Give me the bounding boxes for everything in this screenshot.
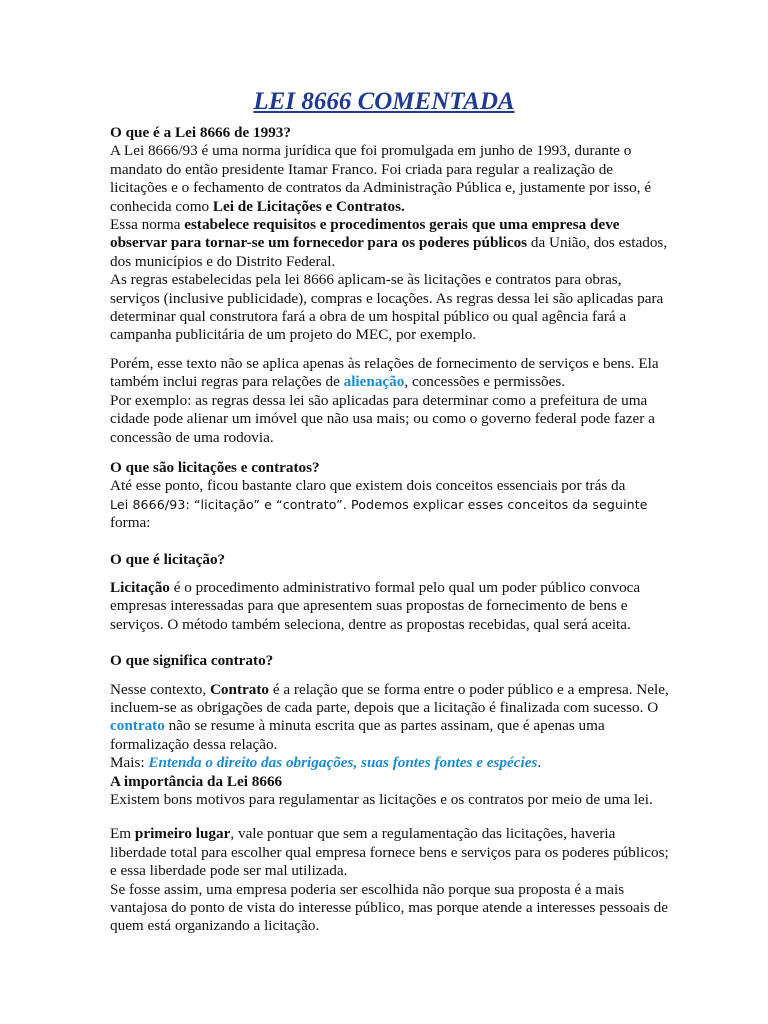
section-heading-importancia: A importância da Lei 8666 bbox=[110, 772, 283, 790]
paragraph: Nesse contexto, Contrato é a relação que se forma entre o poder público e a empresa. Nele, incluem-se as obrigações de cada parte, depois que a licitação é finalizada com sucesso. O contrato não se resume à minuta escrita que as partes assinam, que é apenas uma formalização dessa relação. bbox=[110, 680, 669, 753]
paragraph-mono-line: Lei 8666/93: “licitação” e “contrato”. Podemos explicar esses conceitos da seguinte bbox=[110, 496, 648, 512]
alienacao-link[interactable]: alienação bbox=[343, 373, 405, 391]
paragraph: Essa norma estabelece requisitos e procedimentos gerais que uma empresa deve observar para tornar-se um fornecedor para os poderes públicos da União, dos estados, dos municípios e do Distrito Federal. bbox=[110, 216, 668, 270]
section-heading-what-is-licitacao: O que é licitação? bbox=[110, 550, 226, 568]
document-body bbox=[110, 124, 670, 936]
more-line: Mais: Entenda o direito das obrigações, suas fontes fontes e espécies. bbox=[110, 754, 542, 772]
paragraph: Existem bons motivos para regulamentar as licitações e os contratos por meio de uma lei. bbox=[110, 791, 653, 808]
section-heading-what-is-law: O que é a Lei 8666 de 1993? bbox=[110, 124, 291, 141]
paragraph: Até esse ponto, ficou bastante claro que existem dois conceitos essenciais por trás da bbox=[110, 477, 626, 495]
paragraph: A Lei 8666/93 é uma norma jurídica que foi promulgada em junho de 1993, durante o mandato do então presidente Itamar Franco. Foi criada para regular a realização de licitações e o fechamento de contratos da Administração Pública e, justamente por isso, é conhecida como Lei de Licitações e Contratos. bbox=[110, 142, 652, 215]
paragraph: Em primeiro lugar, vale pontuar que sem a regulamentação das licitações, haveria liberdade total para escolher qual empresa fornece bens e serviços para os poderes públicos; e essa liberdade pode ser mal utilizada. bbox=[110, 825, 669, 880]
contrato-link[interactable]: contrato bbox=[110, 717, 165, 735]
section-heading-what-is-contrato: O que significa contrato? bbox=[110, 652, 274, 670]
paragraph: Porém, esse texto não se aplica apenas às relações de fornecimento de serviços e bens. Ela também inclui regras para relações de alienação, concessões e permissões. bbox=[110, 354, 659, 391]
paragraph: Por exemplo: as regras dessa lei são aplicadas para determinar como a prefeitura de uma cidade pode alienar um imóvel que não usa mais; ou como o governo federal pode fazer a concessão de uma rodovia. bbox=[110, 391, 655, 446]
section-heading-licitacoes-contratos: O que são licitações e contratos? bbox=[110, 458, 320, 476]
obrigacoes-link[interactable]: Entenda o direito das obrigações, suas fontes fontes e espécies bbox=[148, 754, 538, 772]
paragraph: Se fosse assim, uma empresa poderia ser escolhida não porque sua proposta é a mais vantajosa do ponto de vista do interesse público, mas porque atende a interesses pessoais de quem está organizando a licitação. bbox=[110, 880, 668, 935]
paragraph: forma: bbox=[110, 514, 151, 532]
page-title: LEI 8666 COMENTADA bbox=[253, 88, 515, 115]
paragraph: Licitação é o procedimento administrativo formal pelo qual um poder público convoca empresas interessadas para que apresentem suas propostas de fornecimento de bens e serviços. O método também seleciona, dentre as propostas recebidas, qual será aceita. bbox=[110, 578, 641, 633]
paragraph: As regras estabelecidas pela lei 8666 aplicam-se às licitações e contratos para obras, serviços (inclusive publicidade), compras e locações. As regras dessa lei são aplicadas para determinar qual construtora fará a obra de um hospital público ou qual agência fará a campanha publicitária de um projeto do MEC, por exemplo. bbox=[110, 271, 664, 344]
